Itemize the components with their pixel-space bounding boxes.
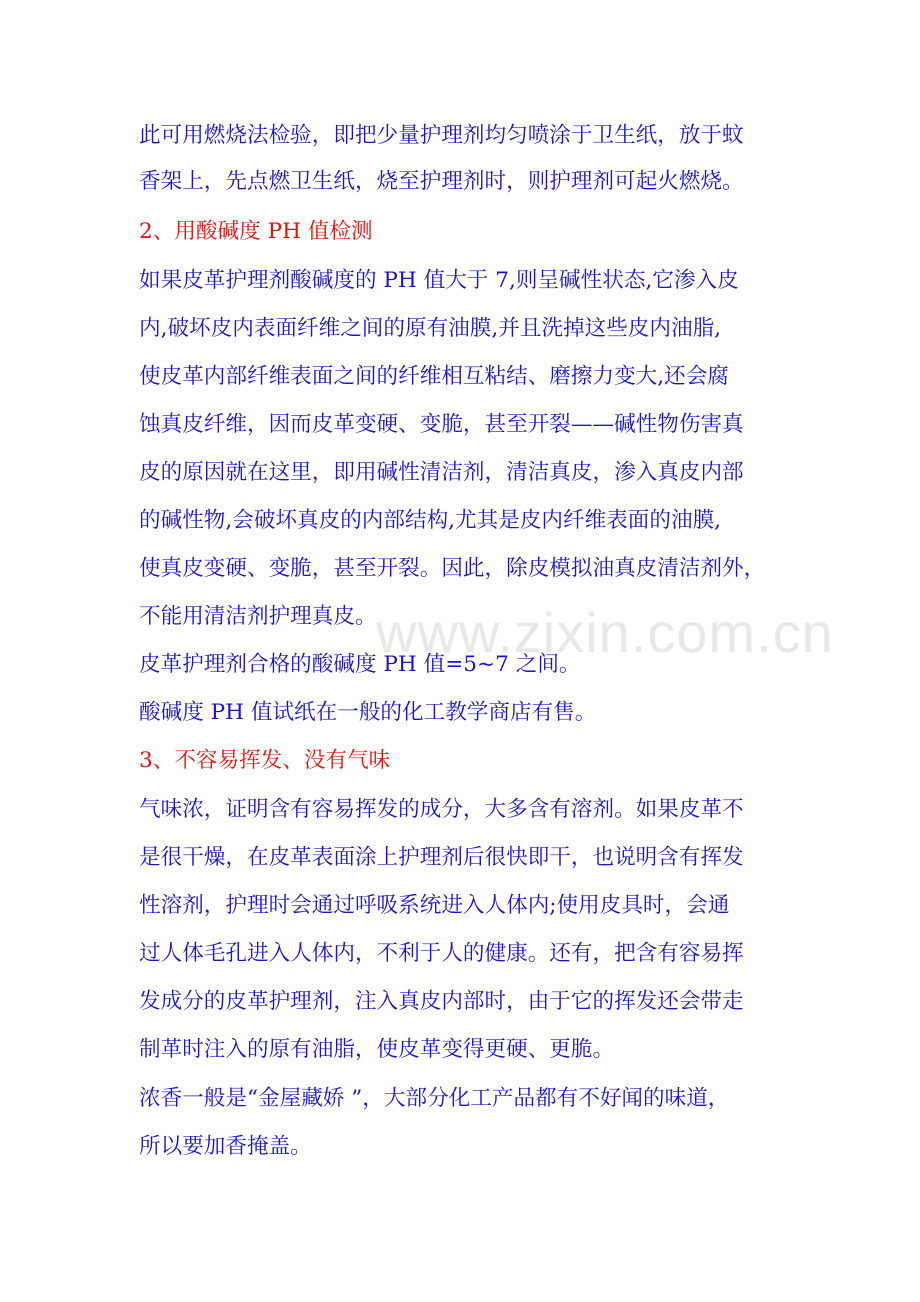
body-line: 是很干燥，在皮革表面涂上护理剂后很快即干，也说明含有挥发 — [139, 845, 744, 870]
body-line: 使真皮变硬、变脆，甚至开裂。因此，除皮模拟油真皮清洁剂外， — [139, 556, 766, 581]
body-line: 蚀真皮纤维，因而皮革变硬、变脆，甚至开裂——碱性物伤害真 — [139, 412, 744, 437]
body-line: 过人体毛孔进入人体内，不利于人的健康。还有，把含有容易挥 — [139, 941, 744, 966]
body-line: 制革时注入的原有油脂，使皮革变得更硬、更脆。 — [139, 1037, 615, 1062]
body-line: 性溶剂，护理时会通过呼吸系统进入人体内;使用皮具时，会通 — [139, 893, 730, 918]
body-line: 此可用燃烧法检验，即把少量护理剂均匀喷涂于卫生纸，放于蚊 — [139, 123, 744, 148]
body-line: 发成分的皮革护理剂，注入真皮内部时，由于它的挥发还会带走 — [139, 989, 744, 1014]
body-line: 皮的原因就在这里，即用碱性清洁剂，清洁真皮，渗入真皮内部 — [139, 460, 744, 485]
body-line: 酸碱度 PH 值试纸在一般的化工教学商店有售。 — [139, 700, 597, 725]
body-line: 香架上，先点燃卫生纸，烧至护理剂时，则护理剂可起火燃烧。 — [139, 169, 744, 194]
body-line: 如果皮革护理剂酸碱度的 PH 值大于 7,则呈碱性状态,它渗入皮 — [139, 268, 739, 293]
section-heading-3: 3、不容易挥发、没有气味 — [139, 748, 391, 773]
watermark: www.zixin.com.cn — [376, 601, 834, 664]
body-line: 不能用清洁剂护理真皮。 — [139, 604, 377, 629]
body-line: 的碱性物,会破坏真皮的内部结构,尤其是皮内纤维表面的油膜, — [139, 508, 722, 533]
body-line: 内,破坏皮内表面纤维之间的原有油膜,并且洗掉这些皮内油脂, — [139, 316, 722, 341]
section-heading-2: 2、用酸碱度 PH 值检测 — [139, 219, 373, 244]
body-line: 皮革护理剂合格的酸碱度 PH 值=5~7 之间。 — [139, 652, 581, 677]
body-line: 使皮革内部纤维表面之间的纤维相互粘结、磨擦力变大,还会腐 — [139, 364, 729, 389]
body-line: 气味浓，证明含有容易挥发的成分，大多含有溶剂。如果皮革不 — [139, 797, 744, 822]
body-line: 所以要加香掩盖。 — [139, 1134, 312, 1159]
body-line: 浓香一般是“金屋藏娇 ”，大部分化工产品都有不好闻的味道， — [139, 1086, 730, 1111]
